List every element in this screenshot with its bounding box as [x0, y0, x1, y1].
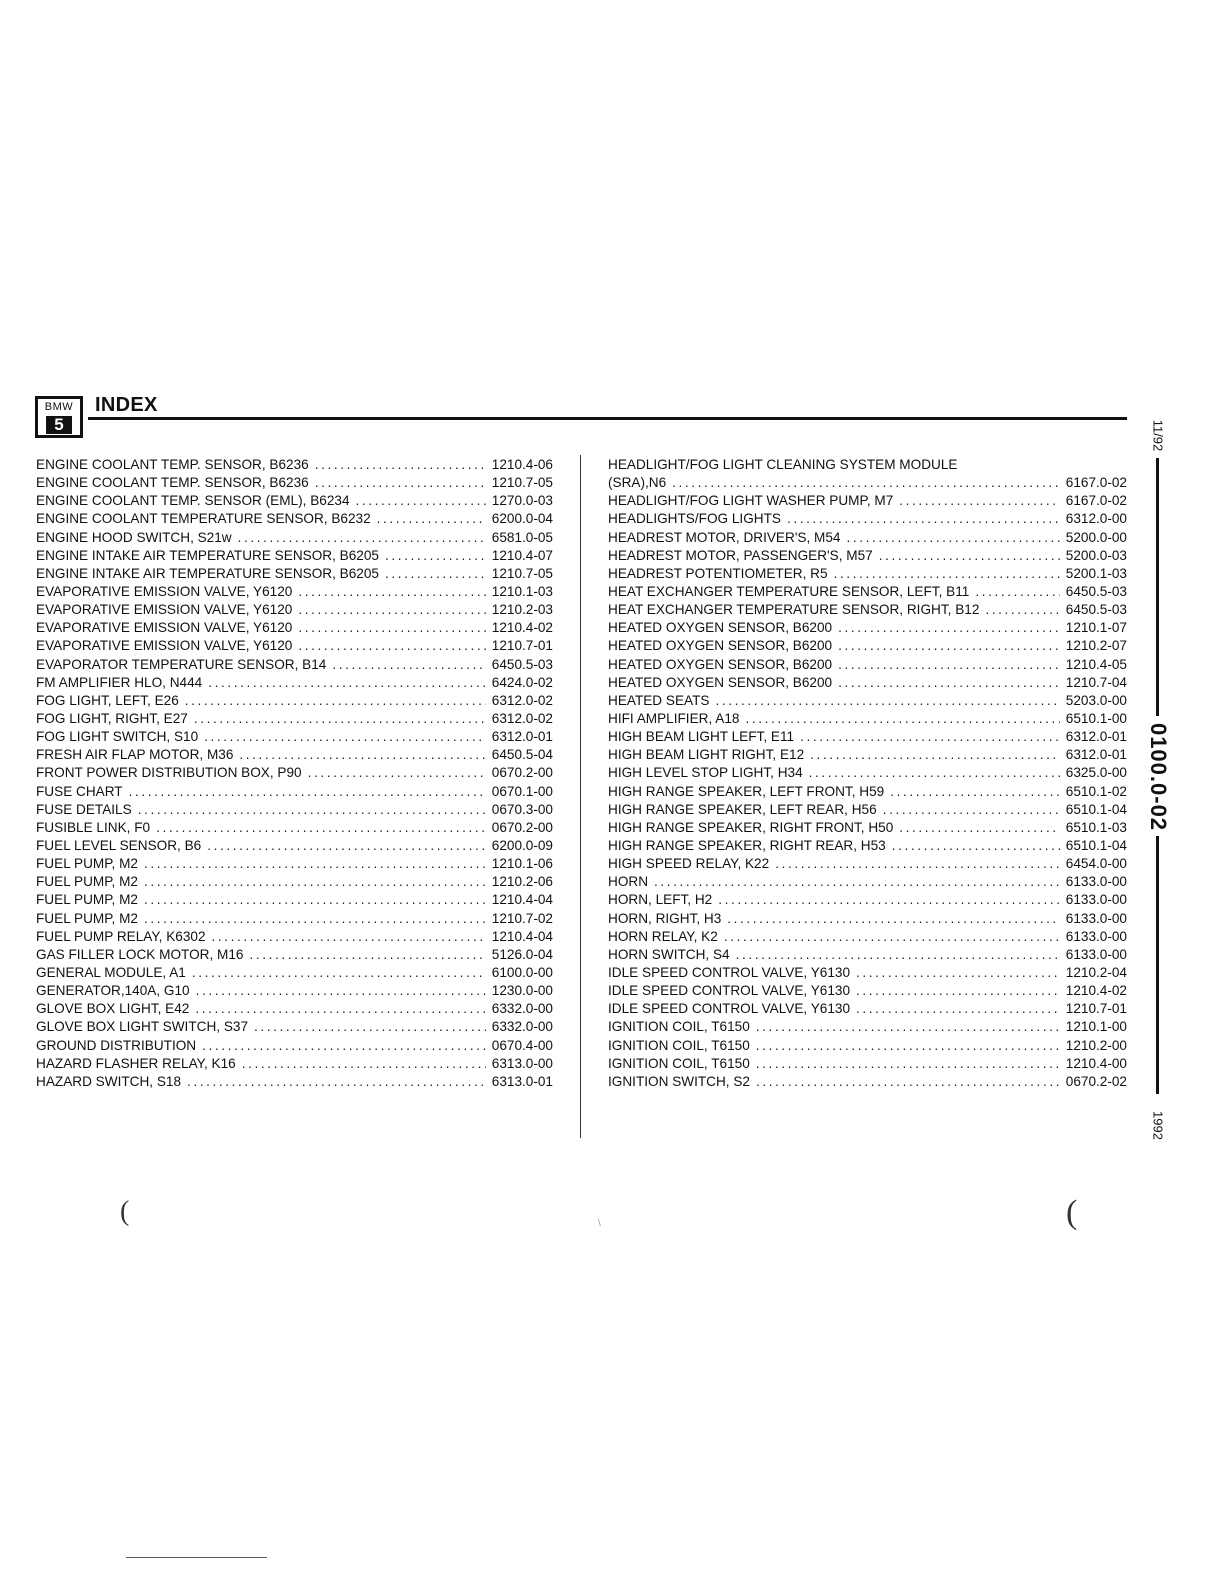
entry-reference: 6133.0-00: [1065, 874, 1127, 890]
entry-reference: 1210.4-02: [491, 620, 553, 636]
dot-leader: [207, 837, 486, 855]
dot-leader: [899, 819, 1059, 837]
entry-reference: 1210.4-05: [1065, 656, 1127, 672]
entry-reference: 6510.1-02: [1065, 783, 1127, 799]
entry-name: FOG LIGHT, RIGHT, E27: [36, 710, 188, 726]
entry-name: GENERAL MODULE, A1: [36, 964, 186, 980]
entry-name: EVAPORATIVE EMISSION VALVE, Y6120: [36, 602, 293, 618]
entry-name: HEATED OXYGEN SENSOR, B6200: [608, 674, 833, 690]
side-year: 1992: [1150, 1111, 1166, 1140]
entry-name: HIGH RANGE SPEAKER, RIGHT FRONT, H50: [608, 819, 894, 835]
index-entry: [608, 637, 1127, 655]
index-entry: [36, 637, 553, 655]
index-entry: [36, 692, 553, 710]
entry-name: HIGH SPEED RELAY, K22: [608, 856, 770, 872]
dot-leader: [715, 692, 1059, 710]
entry-reference: 6312.0-01: [1065, 729, 1127, 745]
index-entry: [36, 982, 553, 1000]
bmw-5-series-logo: [35, 396, 83, 438]
dot-leader: [654, 873, 1060, 891]
entry-name: IDLE SPEED CONTROL VALVE, Y6130: [608, 983, 851, 999]
index-entry: [36, 565, 553, 583]
entry-name: GROUND DISTRIBUTION: [36, 1037, 197, 1053]
dot-leader: [756, 1055, 1060, 1073]
entry-name: GAS FILLER LOCK MOTOR, M16: [36, 946, 244, 962]
index-entry: [36, 710, 553, 728]
entry-name: HIGH BEAM LIGHT RIGHT, E12: [608, 747, 805, 763]
index-entry: [36, 964, 553, 982]
index-entry: [608, 910, 1127, 928]
entry-name: (SRA),N6: [608, 475, 667, 491]
dot-leader: [129, 783, 486, 801]
entry-name: HEATED SEATS: [608, 692, 710, 708]
logo-brand: BMW: [44, 401, 74, 413]
dot-leader: [883, 801, 1060, 819]
dot-leader: [315, 456, 486, 474]
dot-leader: [298, 637, 485, 655]
index-entry: [608, 855, 1127, 873]
entry-reference: 6332.0-00: [491, 1019, 553, 1035]
index-entry: [608, 964, 1127, 982]
entry-name: FOG LIGHT SWITCH, S10: [36, 729, 199, 745]
dot-leader: [298, 619, 485, 637]
index-entry: [608, 474, 1127, 492]
entry-reference: 1210.1-03: [491, 583, 553, 599]
entry-name: HEATED OXYGEN SENSOR, B6200: [608, 620, 833, 636]
entry-reference: 1210.1-06: [491, 856, 553, 872]
entry-name: HIGH BEAM LIGHT LEFT, E11: [608, 729, 795, 745]
entry-reference: 6133.0-00: [1065, 892, 1127, 908]
side-date: 11/92: [1150, 419, 1166, 452]
entry-name: HEAT EXCHANGER TEMPERATURE SENSOR, LEFT, B11: [608, 583, 970, 599]
dot-leader: [736, 946, 1060, 964]
index-entry: [608, 819, 1127, 837]
entry-name: HEADREST MOTOR, PASSENGER'S, M57: [608, 547, 873, 563]
entry-reference: 1210.7-05: [491, 475, 553, 491]
entry-reference: 6200.0-09: [491, 837, 553, 853]
entry-reference: 5200.1-03: [1065, 565, 1127, 581]
index-entry: [608, 728, 1127, 746]
index-entry: [608, 783, 1127, 801]
entry-name: HIFI AMPLIFIER, A18: [608, 710, 740, 726]
dot-leader: [144, 910, 486, 928]
entry-name: ENGINE COOLANT TEMP. SENSOR, B6236: [36, 475, 309, 491]
entry-reference: 6510.1-00: [1065, 710, 1127, 726]
index-entry: [36, 1018, 553, 1036]
entry-name: FUEL PUMP, M2: [36, 856, 138, 872]
dot-leader: [856, 1000, 1060, 1018]
dot-leader: [985, 601, 1059, 619]
index-entry: [36, 728, 553, 746]
entry-name: FOG LIGHT, LEFT, E26: [36, 692, 179, 708]
index-entry: [36, 583, 553, 601]
entry-name: ENGINE INTAKE AIR TEMPERATURE SENSOR, B6205: [36, 547, 379, 563]
entry-name: GLOVE BOX LIGHT SWITCH, S37: [36, 1019, 249, 1035]
index-entry: [36, 619, 553, 637]
entry-reference: 0670.2-00: [491, 819, 553, 835]
index-entry: [608, 1018, 1127, 1036]
entry-reference: 6424.0-02: [491, 674, 553, 690]
dot-leader: [838, 674, 1060, 692]
scan-tick-mark: \: [598, 1218, 601, 1229]
entry-reference: 6313.0-01: [491, 1073, 553, 1089]
index-entry: [36, 746, 553, 764]
entry-name: FUSIBLE LINK, F0: [36, 819, 151, 835]
binding-mark-left: (: [120, 1196, 130, 1227]
dot-leader: [308, 764, 486, 782]
index-entry: [36, 801, 553, 819]
entry-name: EVAPORATIVE EMISSION VALVE, Y6120: [36, 620, 293, 636]
index-entry: [36, 456, 553, 474]
dot-leader: [196, 982, 486, 1000]
entry-reference: 5203.0-00: [1065, 692, 1127, 708]
entry-reference: 1210.7-01: [491, 638, 553, 654]
index-entry: [608, 692, 1127, 710]
entry-reference: 1210.7-02: [491, 910, 553, 926]
dot-leader: [718, 891, 1060, 909]
index-entry: [36, 674, 553, 692]
entry-name: HIGH RANGE SPEAKER, LEFT REAR, H56: [608, 801, 877, 817]
index-entry: [36, 1000, 553, 1018]
entry-reference: 1210.2-04: [1065, 964, 1127, 980]
index-entry: [608, 1000, 1127, 1018]
entry-name: HORN, RIGHT, H3: [608, 910, 722, 926]
entry-reference: 1210.4-02: [1065, 983, 1127, 999]
entry-name: FM AMPLIFIER HLO, N444: [36, 674, 203, 690]
index-entry: [36, 547, 553, 565]
index-entry: [36, 492, 553, 510]
index-entry: [608, 529, 1127, 547]
index-entry: [36, 946, 553, 964]
entry-reference: 6312.0-02: [491, 692, 553, 708]
entry-reference: 6450.5-03: [1065, 583, 1127, 599]
entry-reference: 1210.1-00: [1065, 1019, 1127, 1035]
dot-leader: [249, 946, 485, 964]
index-entry: [608, 946, 1127, 964]
dot-leader: [899, 492, 1060, 510]
entry-reference: 6100.0-00: [491, 964, 553, 980]
dot-leader: [185, 692, 486, 710]
dot-leader: [846, 529, 1059, 547]
entry-name: GLOVE BOX LIGHT, E42: [36, 1001, 190, 1017]
entry-name: HEAT EXCHANGER TEMPERATURE SENSOR, RIGHT, B12: [608, 602, 980, 618]
dot-leader: [975, 583, 1059, 601]
dot-leader: [756, 1073, 1060, 1091]
entry-reference: 6133.0-00: [1065, 928, 1127, 944]
dot-leader: [838, 619, 1060, 637]
index-entry: [36, 783, 553, 801]
index-entry: [608, 710, 1127, 728]
index-entry: [608, 1055, 1127, 1073]
index-column-left: [36, 456, 553, 1091]
dot-leader: [192, 964, 486, 982]
entry-reference: 6332.0-00: [491, 1001, 553, 1017]
entry-reference: 6312.0-00: [1065, 511, 1127, 527]
entry-name: HIGH RANGE SPEAKER, LEFT FRONT, H59: [608, 783, 885, 799]
dot-leader: [856, 964, 1060, 982]
dot-leader: [298, 583, 485, 601]
index-entry: [36, 1055, 553, 1073]
index-entry: [608, 982, 1127, 1000]
entry-reference: 0670.2-02: [1065, 1073, 1127, 1089]
dot-leader: [775, 855, 1060, 873]
entry-name: IDLE SPEED CONTROL VALVE, Y6130: [608, 964, 851, 980]
entry-name: HAZARD SWITCH, S18: [36, 1073, 182, 1089]
entry-name: HIGH LEVEL STOP LIGHT, H34: [608, 765, 803, 781]
index-entry: [36, 601, 553, 619]
entry-name: EVAPORATIVE EMISSION VALVE, Y6120: [36, 638, 293, 654]
entry-reference: 5200.0-03: [1065, 547, 1127, 563]
side-rule-bottom: [1156, 836, 1159, 1094]
dot-leader: [202, 1037, 486, 1055]
index-entry: [608, 583, 1127, 601]
dot-leader: [208, 674, 486, 692]
dot-leader: [298, 601, 485, 619]
entry-reference: 0670.1-00: [491, 783, 553, 799]
index-entry: [608, 873, 1127, 891]
entry-reference: 6510.1-04: [1065, 837, 1127, 853]
entry-reference: 1270.0-03: [491, 493, 553, 509]
index-column-right: [608, 456, 1127, 1091]
entry-name: FUEL PUMP, M2: [36, 874, 138, 890]
entry-reference: 6325.0-00: [1065, 765, 1127, 781]
entry-reference: 6200.0-04: [491, 511, 553, 527]
index-entry: [608, 492, 1127, 510]
entry-name: IGNITION COIL, T6150: [608, 1019, 750, 1035]
dot-leader: [879, 547, 1060, 565]
index-entry: [36, 855, 553, 873]
entry-name: FUEL LEVEL SENSOR, B6: [36, 837, 202, 853]
entry-name: HEADLIGHT/FOG LIGHT WASHER PUMP, M7: [608, 493, 894, 509]
entry-reference: 1210.7-05: [491, 565, 553, 581]
index-entry: [36, 656, 553, 674]
entry-name: IGNITION SWITCH, S2: [608, 1073, 750, 1089]
entry-name: HEADREST POTENTIOMETER, R5: [608, 565, 828, 581]
entry-name: FUEL PUMP, M2: [36, 910, 138, 926]
entry-reference: 1210.7-04: [1065, 674, 1127, 690]
entry-reference: 6133.0-00: [1065, 946, 1127, 962]
entry-name: FRESH AIR FLAP MOTOR, M36: [36, 747, 234, 763]
dot-leader: [800, 728, 1060, 746]
index-entry: [36, 529, 553, 547]
entry-reference: 5200.0-00: [1065, 529, 1127, 545]
entry-name: ENGINE HOOD SWITCH, S21w: [36, 529, 232, 545]
entry-reference: 6133.0-00: [1065, 910, 1127, 926]
entry-name: HIGH RANGE SPEAKER, RIGHT REAR, H53: [608, 837, 886, 853]
dot-leader: [242, 1055, 486, 1073]
entry-reference: 6312.0-01: [1065, 747, 1127, 763]
dot-leader: [724, 928, 1060, 946]
index-entry: [608, 565, 1127, 583]
index-entry-header: [608, 456, 1127, 474]
dot-leader: [254, 1018, 486, 1036]
entry-name: HORN: [608, 874, 649, 890]
dot-leader: [156, 819, 486, 837]
entry-name: HEATED OXYGEN SENSOR, B6200: [608, 656, 833, 672]
entry-reference: 6454.0-00: [1065, 856, 1127, 872]
side-rule-top: [1156, 458, 1159, 716]
entry-name: IDLE SPEED CONTROL VALVE, Y6130: [608, 1001, 851, 1017]
dot-leader: [890, 783, 1060, 801]
dot-leader: [144, 891, 486, 909]
dot-leader: [810, 746, 1060, 764]
index-entry: [36, 873, 553, 891]
dot-leader: [787, 510, 1060, 528]
entry-reference: 5126.0-04: [491, 946, 553, 962]
entry-name: HEADLIGHTS/FOG LIGHTS: [608, 511, 781, 527]
entry-reference: 1210.4-00: [1065, 1055, 1127, 1071]
index-entry: [608, 619, 1127, 637]
dot-leader: [239, 746, 485, 764]
index-entry: [36, 891, 553, 909]
entry-reference: 0670.3-00: [491, 801, 553, 817]
dot-leader: [187, 1073, 486, 1091]
entry-name: HEADREST MOTOR, DRIVER'S, M54: [608, 529, 841, 545]
dot-leader: [138, 801, 486, 819]
entry-name: FUEL PUMP, M2: [36, 892, 138, 908]
dot-leader: [756, 1018, 1060, 1036]
entry-reference: 6167.0-02: [1065, 475, 1127, 491]
dot-leader: [838, 656, 1060, 674]
entry-name: ENGINE COOLANT TEMP. SENSOR (EML), B6234: [36, 493, 350, 509]
title-rule: [88, 417, 1127, 420]
index-entry: [608, 801, 1127, 819]
page-title: INDEX: [95, 394, 158, 416]
index-entry: [608, 891, 1127, 909]
dot-leader: [144, 855, 486, 873]
index-entry: [608, 547, 1127, 565]
entry-name: HEADLIGHT/FOG LIGHT CLEANING SYSTEM MODULE: [608, 457, 958, 472]
dot-leader: [892, 837, 1060, 855]
index-entry: [608, 837, 1127, 855]
entry-name: HORN, LEFT, H2: [608, 892, 713, 908]
dot-leader: [745, 710, 1059, 728]
entry-reference: 6312.0-01: [491, 729, 553, 745]
entry-reference: 1210.4-04: [491, 892, 553, 908]
dot-leader: [315, 474, 486, 492]
dot-leader: [856, 982, 1060, 1000]
index-entry: [608, 601, 1127, 619]
entry-reference: 1210.4-04: [491, 928, 553, 944]
index-entry: [608, 656, 1127, 674]
entry-name: HEATED OXYGEN SENSOR, B6200: [608, 638, 833, 654]
entry-reference: 6450.5-03: [1065, 602, 1127, 618]
index-entry: [36, 1073, 553, 1091]
index-entry: [608, 674, 1127, 692]
index-entry: [608, 764, 1127, 782]
dot-leader: [727, 910, 1059, 928]
index-entry: [36, 764, 553, 782]
dot-leader: [194, 710, 486, 728]
entry-reference: 1210.1-07: [1065, 620, 1127, 636]
index-entry: [608, 1073, 1127, 1091]
entry-reference: 1210.2-06: [491, 874, 553, 890]
index-entry: [36, 510, 553, 528]
entry-name: EVAPORATIVE EMISSION VALVE, Y6120: [36, 583, 293, 599]
index-entry: [36, 474, 553, 492]
entry-reference: 1210.4-07: [491, 547, 553, 563]
dot-leader: [838, 637, 1060, 655]
entry-reference: 0670.4-00: [491, 1037, 553, 1053]
dot-leader: [377, 510, 486, 528]
dot-leader: [672, 474, 1060, 492]
entry-reference: 1210.2-07: [1065, 638, 1127, 654]
index-entry: [36, 837, 553, 855]
column-divider: [580, 455, 581, 1138]
entry-name: FUEL PUMP RELAY, K6302: [36, 928, 206, 944]
entry-name: HORN RELAY, K2: [608, 928, 718, 944]
dot-leader: [195, 1000, 485, 1018]
entry-reference: 6313.0-00: [491, 1055, 553, 1071]
index-entry: [36, 1037, 553, 1055]
index-entry: [608, 510, 1127, 528]
dot-leader: [144, 873, 486, 891]
entry-reference: 1210.7-01: [1065, 1001, 1127, 1017]
entry-reference: 0670.2-00: [491, 765, 553, 781]
entry-name: FUSE DETAILS: [36, 801, 132, 817]
dot-leader: [385, 547, 486, 565]
index-entry: [608, 1037, 1127, 1055]
bottom-underline: [126, 1557, 267, 1558]
entry-name: ENGINE INTAKE AIR TEMPERATURE SENSOR, B6205: [36, 565, 379, 581]
entry-name: ENGINE COOLANT TEMPERATURE SENSOR, B6232: [36, 511, 371, 527]
entry-reference: 6450.5-03: [491, 656, 553, 672]
index-entry: [608, 928, 1127, 946]
dot-leader: [834, 565, 1060, 583]
index-entry: [36, 910, 553, 928]
entry-reference: 1210.2-03: [491, 602, 553, 618]
index-entry: [36, 819, 553, 837]
entry-name: FUSE CHART: [36, 783, 123, 799]
entry-name: IGNITION COIL, T6150: [608, 1037, 750, 1053]
logo-series: 5: [46, 416, 72, 434]
entry-name: EVAPORATOR TEMPERATURE SENSOR, B14: [36, 656, 327, 672]
entry-reference: 1230.0-00: [491, 983, 553, 999]
entry-reference: 6167.0-02: [1065, 493, 1127, 509]
entry-reference: 1210.4-06: [491, 457, 553, 472]
entry-name: GENERATOR,140A, G10: [36, 983, 190, 999]
dot-leader: [385, 565, 486, 583]
entry-reference: 6312.0-02: [491, 710, 553, 726]
entry-reference: 6510.1-04: [1065, 801, 1127, 817]
index-entry: [608, 746, 1127, 764]
side-section-code: 0100.0-02: [1146, 722, 1171, 832]
entry-name: IGNITION COIL, T6150: [608, 1055, 750, 1071]
dot-leader: [356, 492, 486, 510]
entry-name: ENGINE COOLANT TEMP. SENSOR, B6236: [36, 457, 309, 472]
entry-reference: 6510.1-03: [1065, 819, 1127, 835]
entry-name: FRONT POWER DISTRIBUTION BOX, P90: [36, 765, 302, 781]
dot-leader: [212, 928, 486, 946]
dot-leader: [238, 529, 486, 547]
entry-reference: 6450.5-04: [491, 747, 553, 763]
entry-name: HORN SWITCH, S4: [608, 946, 730, 962]
entry-name: HAZARD FLASHER RELAY, K16: [36, 1055, 236, 1071]
dot-leader: [809, 764, 1060, 782]
dot-leader: [756, 1037, 1060, 1055]
entry-reference: 1210.2-00: [1065, 1037, 1127, 1053]
index-entry: [36, 928, 553, 946]
dot-leader: [332, 656, 485, 674]
entry-reference: 6581.0-05: [491, 529, 553, 545]
dot-leader: [204, 728, 486, 746]
binding-mark-right: (: [1066, 1194, 1078, 1231]
